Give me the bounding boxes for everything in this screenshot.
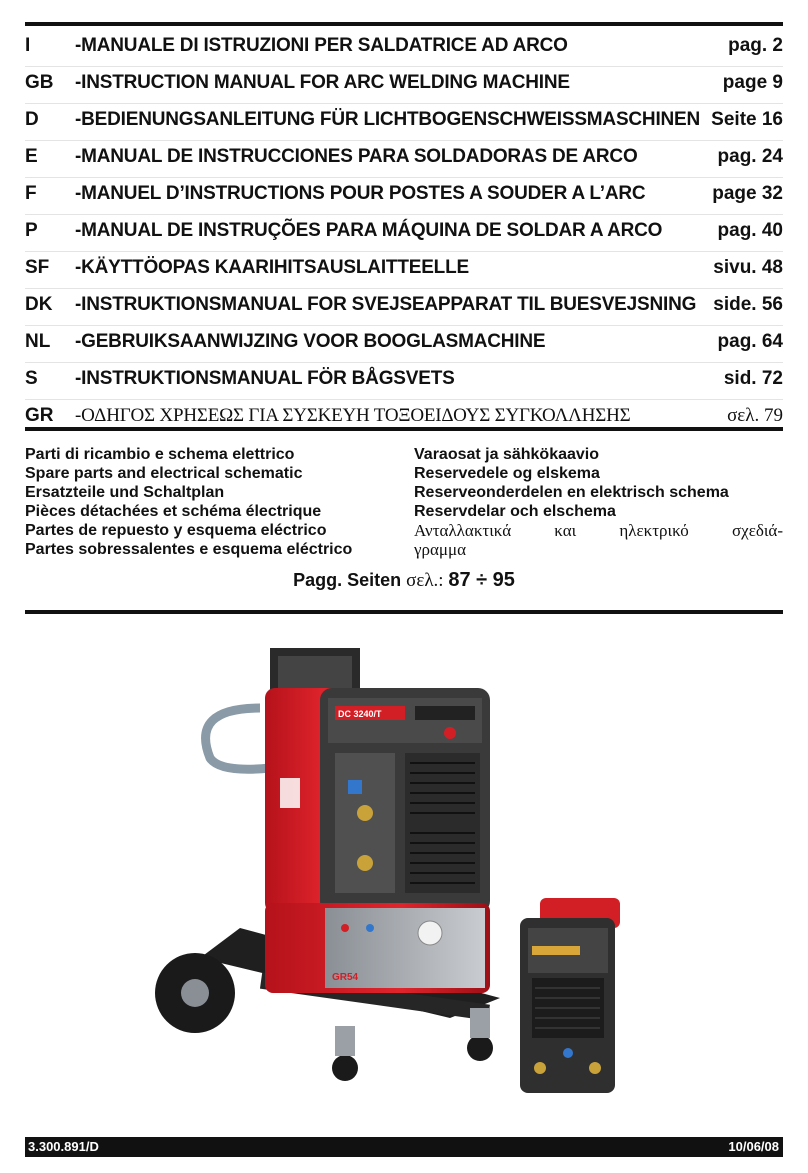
spare-parts-line: Partes de repuesto y esquema eléctrico: [25, 522, 327, 539]
castor-wheel: [467, 1035, 493, 1061]
spare-parts-line: Reservedele og elskema: [414, 465, 600, 482]
spare-parts-left-column: [25, 445, 352, 559]
pages-reference-line: [0, 569, 808, 592]
language-code: DK: [25, 294, 53, 315]
page-reference: side. 56: [713, 294, 783, 315]
language-code: GR: [25, 405, 54, 426]
page-reference: σελ. 79: [727, 405, 783, 426]
cooler-label: GR54: [332, 972, 359, 983]
model-label: DC 3240/T: [338, 709, 382, 719]
toc-row-f: [25, 178, 783, 215]
top-rule: [25, 22, 783, 26]
language-code: NL: [25, 331, 51, 352]
spare-parts-line: Parti di ricambio e schema elettrico: [25, 446, 295, 463]
spare-parts-line: Ersatzteile und Schaltplan: [25, 484, 225, 501]
spare-parts-line-greek-cont: γραμμα: [414, 540, 467, 559]
spare-parts-line: Spare parts and electrical schematic: [25, 465, 303, 482]
toc-row-gb: [25, 67, 783, 104]
language-code: F: [25, 183, 37, 204]
toc-row-sf: [25, 252, 783, 289]
manual-title: -MANUALE DI ISTRUZIONI PER SALDATRICE AD ARCO: [75, 35, 568, 56]
language-code: GB: [25, 72, 54, 93]
positive-socket: [357, 855, 373, 871]
page-reference: pag. 2: [728, 35, 783, 56]
toc-row-i: [25, 30, 783, 67]
toc-row-e: [25, 141, 783, 178]
document-date: 10/06/08: [728, 1139, 779, 1154]
toc-row-dk: [25, 289, 783, 326]
page-reference: page 32: [712, 183, 783, 204]
document-code: 3.300.891/D: [28, 1139, 99, 1154]
language-index: [25, 30, 783, 436]
pages-label: Pagg. Seiten: [293, 570, 407, 590]
spare-parts-line: Reservdelar och elschema: [414, 503, 616, 520]
lower-rule: [25, 610, 783, 614]
page-reference: sivu. 48: [713, 257, 783, 278]
toc-row-p: [25, 215, 783, 252]
spare-parts-line-greek: Ανταλλακτικά και ηλεκτρικό σχεδιά-: [414, 521, 783, 540]
manual-title: -KÄYTTÖOPAS KAARIHITSAUSLAITTEELLE: [75, 257, 469, 278]
spare-parts-line: Pièces détachées et schéma électrique: [25, 503, 322, 520]
spare-parts-line: Reserveonderdelen en elektrisch schema: [414, 484, 729, 501]
language-code: SF: [25, 257, 50, 278]
coolant-cap: [418, 921, 442, 945]
language-code: E: [25, 146, 38, 167]
manual-title: -MANUAL DE INSTRUCCIONES PARA SOLDADORAS DE ARCO: [75, 146, 638, 167]
page-reference: pag. 64: [717, 331, 783, 352]
castor-wheel: [332, 1055, 358, 1081]
manual-title: -MANUEL D’INSTRUCTIONS POUR POSTES A SOUDER A L’ARC: [75, 183, 646, 204]
welding-machine-illustration: [120, 628, 640, 1108]
manual-title: -GEBRUIKSAANWIJZING VOOR BOOGLASMACHINE: [75, 331, 546, 352]
language-code: P: [25, 220, 38, 241]
toc-row-d: [25, 104, 783, 141]
welding-machine-photo: [120, 628, 640, 1108]
manual-title: -ΟΔΗΓΟΣ ΧΡΗΣΕΩΣ ΓΙΑ ΣΥΣΚΕΥΗ ΤΟΞΟΕΙΔΟΥΣ ΣΥΓΚΟΛΛΗΣΗΣ: [75, 405, 631, 426]
footer-bar: [25, 1137, 783, 1157]
page-reference: sid. 72: [723, 368, 783, 389]
cable-hook: [206, 708, 270, 769]
pages-label-greek: σελ.:: [406, 570, 449, 591]
manual-title: -MANUAL DE INSTRUÇÕES PARA MÁQUINA DE SOLDAR A ARCO: [75, 220, 663, 241]
manual-title: -INSTRUKTIONSMANUAL FOR SVEJSEAPPARAT TIL BUESVEJSNING: [75, 294, 697, 315]
toc-row-s: [25, 363, 783, 400]
pages-range: 87 ÷ 95: [448, 569, 515, 591]
spare-parts-line: Partes sobressalentes e esquema eléctrico: [25, 541, 353, 558]
spare-parts-line: Varaosat ja sähkökaavio: [414, 446, 599, 463]
manual-title: -INSTRUCTION MANUAL FOR ARC WELDING MACHINE: [75, 72, 570, 93]
spare-parts-right-column: [414, 445, 783, 559]
language-code: S: [25, 368, 38, 389]
page-reference: pag. 40: [717, 220, 783, 241]
page-reference: pag. 24: [717, 146, 783, 167]
toc-row-nl: [25, 326, 783, 363]
middle-rule: [25, 427, 783, 431]
control-panel: [328, 698, 482, 743]
negative-socket: [357, 805, 373, 821]
page-reference: Seite 16: [711, 109, 783, 130]
manual-title: -BEDIENUNGSANLEITUNG FÜR LICHTBOGENSCHWEISSMASCHINEN: [75, 109, 701, 130]
language-code: D: [25, 109, 39, 130]
language-code: I: [25, 35, 31, 56]
manual-title: -INSTRUKTIONSMANUAL FÖR BÅGSVETS: [75, 368, 455, 389]
page-reference: page 9: [722, 72, 783, 93]
